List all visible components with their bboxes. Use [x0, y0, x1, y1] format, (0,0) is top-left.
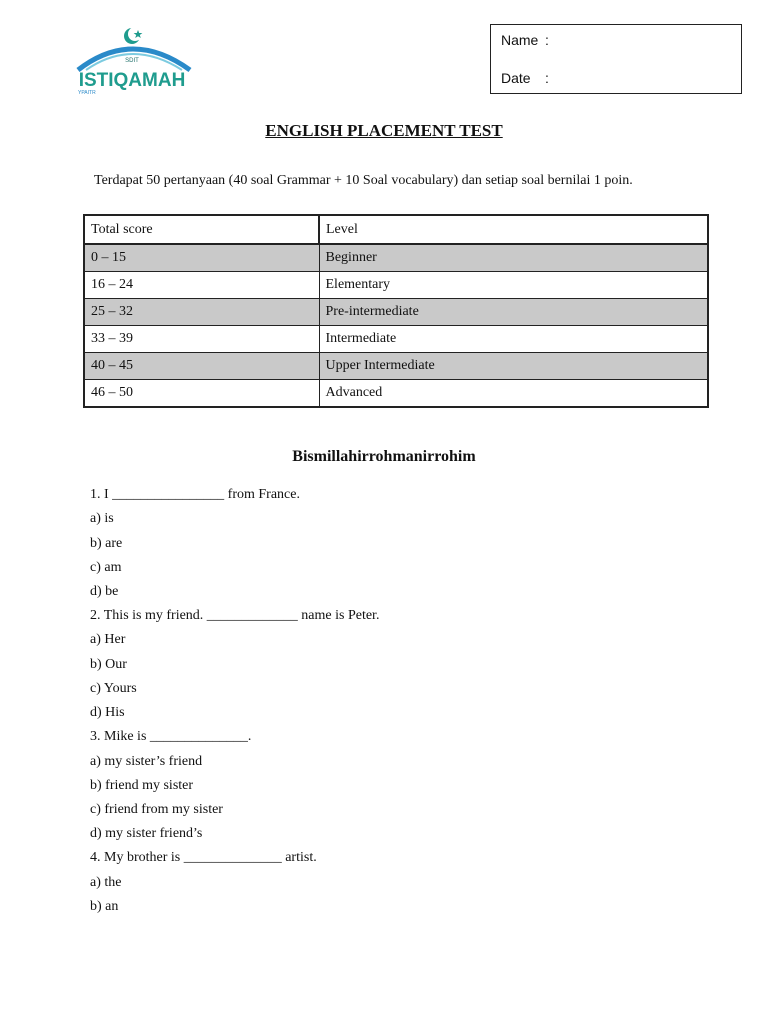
table-row — [84, 299, 708, 326]
level-cell: Beginner — [319, 244, 708, 272]
option-1b: b) are — [90, 536, 123, 551]
section-heading: Bismillahirrohmanirrohim — [292, 448, 476, 465]
option-4a: a) the — [90, 875, 122, 890]
score-cell: 40 – 45 — [84, 353, 319, 380]
option-3d: d) my sister friend’s — [90, 826, 203, 841]
score-cell: 46 – 50 — [84, 380, 319, 408]
date-label: Date — [501, 70, 531, 86]
intro-text: Terdapat 50 pertanyaan (40 soal Grammar + 10 Soal vocabulary) dan setiap soal bernilai 1 poin. — [94, 173, 633, 188]
date-colon: : — [545, 70, 549, 86]
option-1a: a) is — [90, 511, 114, 526]
score-cell: 33 – 39 — [84, 326, 319, 353]
option-2b: b) Our — [90, 657, 127, 672]
table-header-row — [84, 215, 708, 244]
logo-text: ISTIQAMAH — [78, 70, 186, 91]
score-table — [83, 214, 709, 408]
school-logo — [74, 24, 196, 96]
logo-small-top: SDIT — [125, 58, 139, 64]
table-row — [84, 272, 708, 299]
option-1d: d) be — [90, 584, 119, 599]
table-row — [84, 380, 708, 408]
option-2c: c) Yours — [90, 681, 137, 696]
question-4: 4. My brother is ______________ artist. — [90, 850, 317, 865]
table-row — [84, 326, 708, 353]
header-total-score: Total score — [84, 215, 319, 244]
score-cell: 25 – 32 — [84, 299, 319, 326]
question-3: 3. Mike is ______________. — [90, 729, 252, 744]
question-2: 2. This is my friend. _____________ name is Peter. — [90, 608, 380, 623]
option-2a: a) Her — [90, 632, 126, 647]
score-cell: 0 – 15 — [84, 244, 319, 272]
header-level: Level — [319, 215, 708, 244]
table-row — [84, 353, 708, 380]
level-cell: Elementary — [319, 272, 708, 299]
option-1c: c) am — [90, 560, 122, 575]
option-3c: c) friend from my sister — [90, 802, 223, 817]
score-cell: 16 – 24 — [84, 272, 319, 299]
logo-small-bottom: YPAITR — [78, 90, 96, 96]
logo-graphic — [74, 24, 196, 96]
level-cell: Advanced — [319, 380, 708, 408]
name-colon: : — [545, 32, 549, 48]
level-cell: Upper Intermediate — [319, 353, 708, 380]
date-row — [501, 70, 549, 86]
option-3a: a) my sister’s friend — [90, 754, 203, 769]
level-cell: Pre-intermediate — [319, 299, 708, 326]
page-title: ENGLISH PLACEMENT TEST — [265, 121, 503, 140]
option-2d: d) His — [90, 705, 125, 720]
name-date-box — [490, 24, 742, 94]
level-cell: Intermediate — [319, 326, 708, 353]
table-row — [84, 244, 708, 272]
name-label: Name — [501, 32, 539, 48]
name-row — [501, 32, 549, 48]
option-3b: b) friend my sister — [90, 778, 194, 793]
question-1: 1. I ________________ from France. — [90, 487, 300, 502]
option-4b: b) an — [90, 899, 119, 914]
